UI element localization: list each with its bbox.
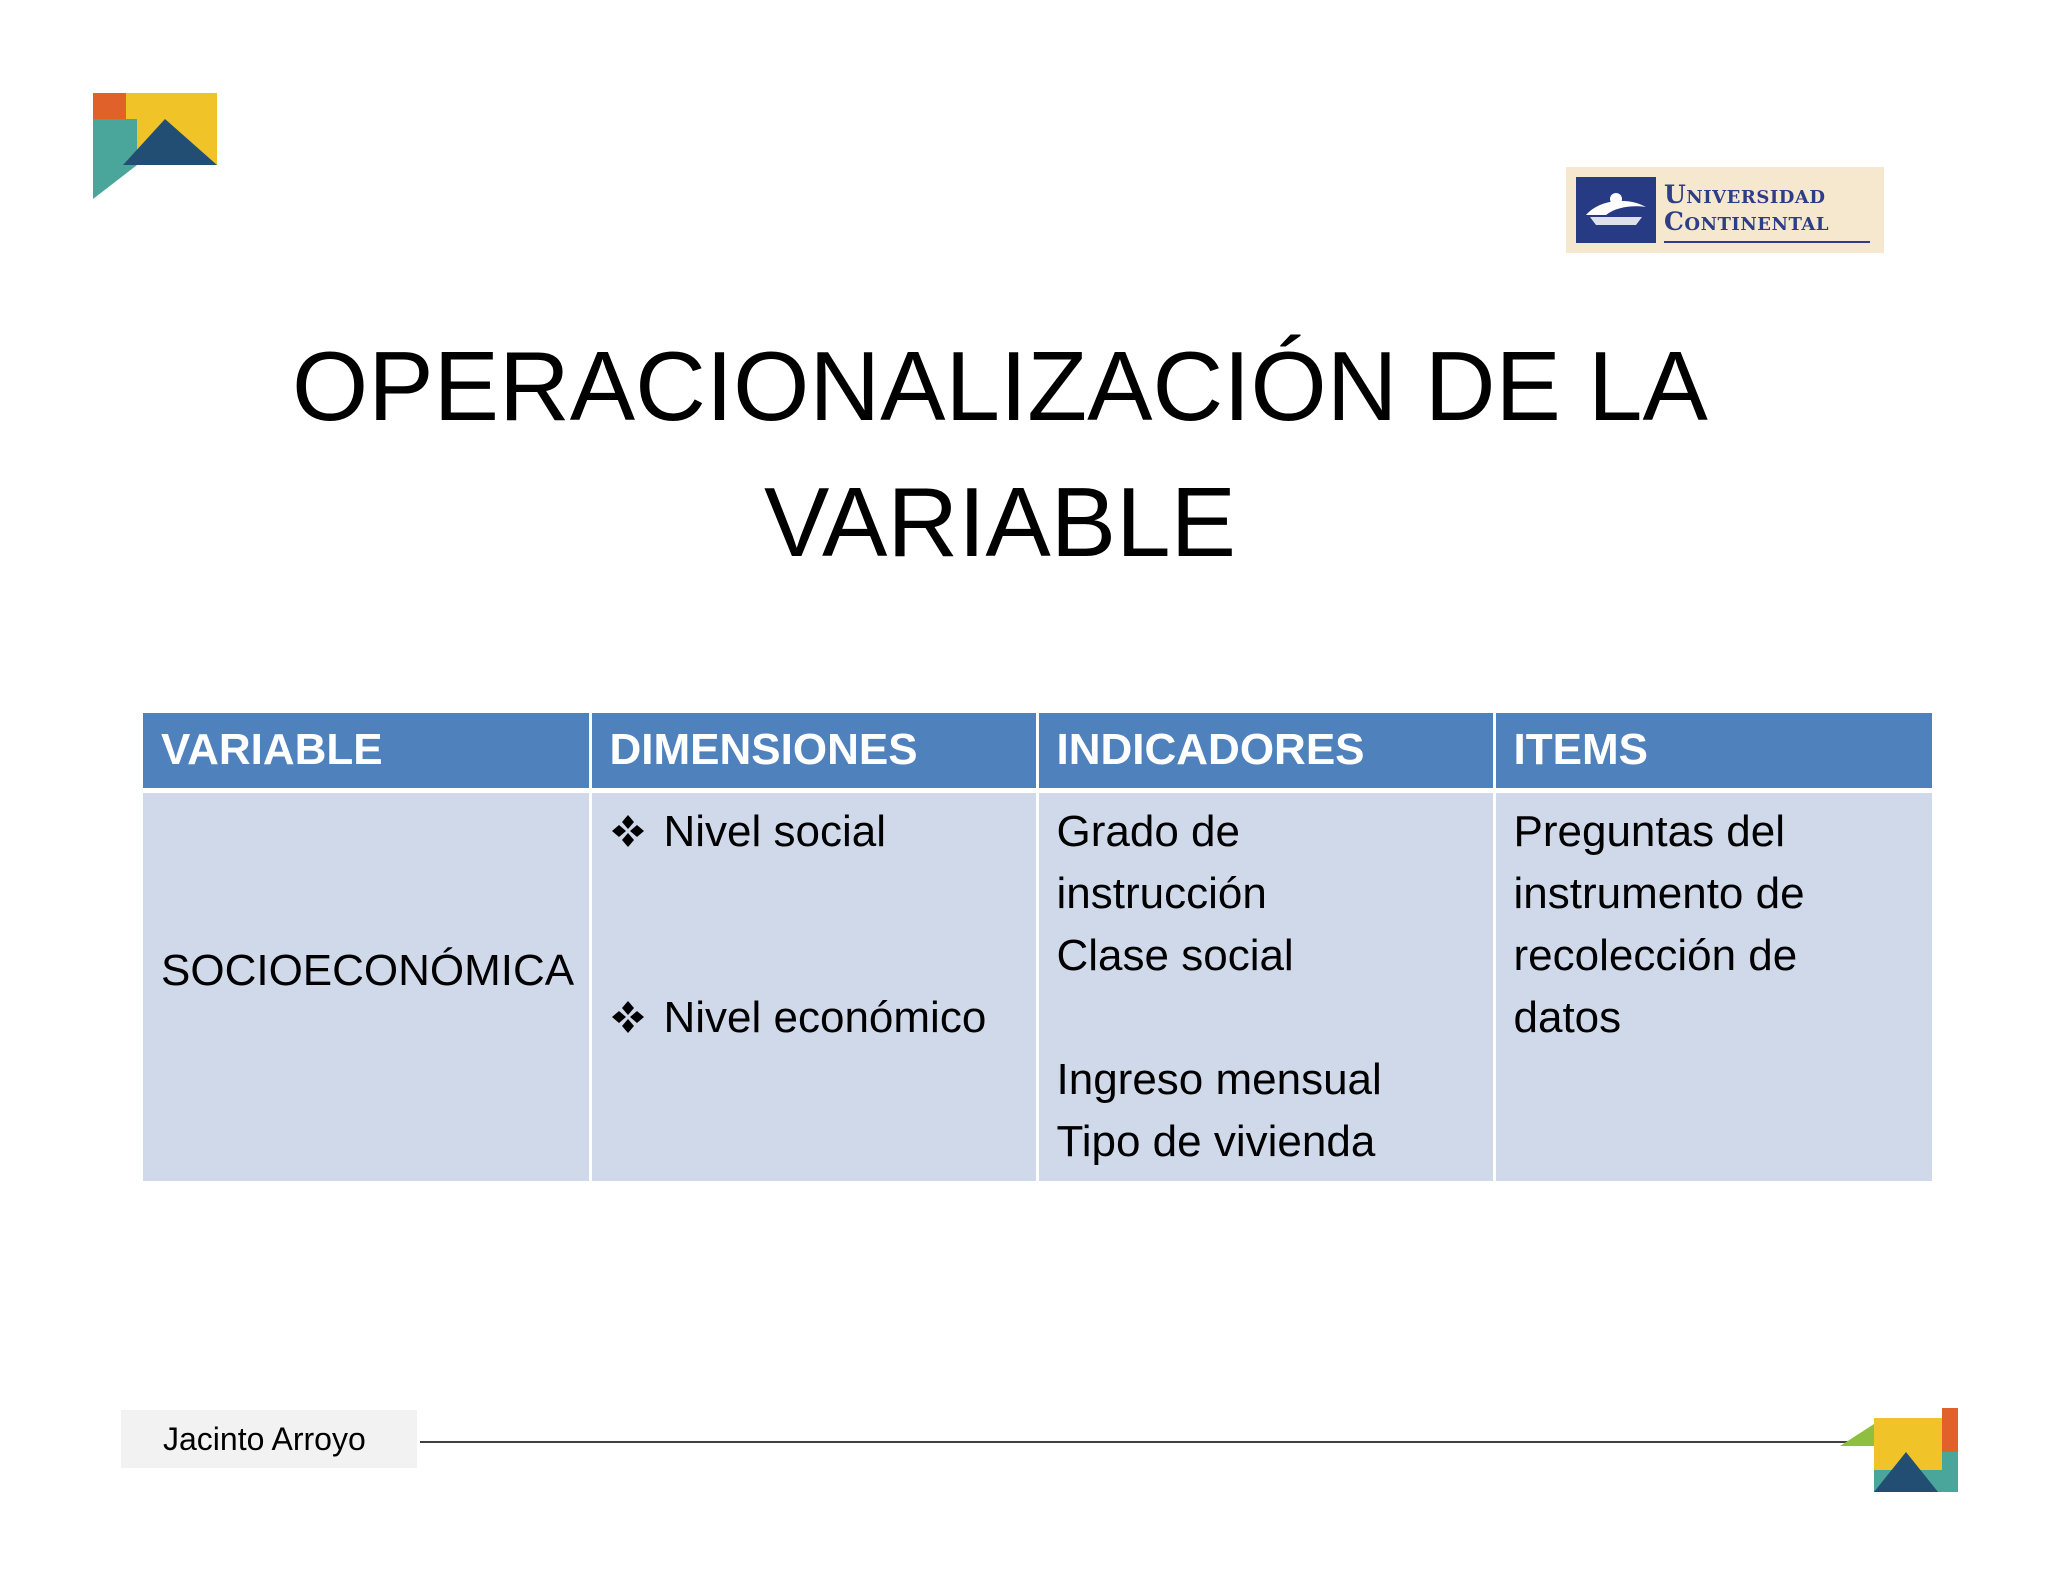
corner-decoration-icon [93, 93, 217, 199]
header-indicators: INDICADORES [1037, 713, 1494, 790]
university-emblem-icon [1576, 177, 1656, 243]
indicator-line: Ingreso mensual [1056, 1054, 1382, 1104]
item-line: datos [1513, 992, 1622, 1042]
indicator-line: instrucción [1056, 868, 1267, 918]
diamond-bullet-icon [610, 813, 646, 849]
indicator-line: Clase social [1056, 930, 1294, 980]
cell-indicators [1037, 790, 1494, 1181]
dimension-item [610, 987, 1018, 1049]
title-line-1: OPERACIONALIZACIÓN DE LA [292, 331, 1708, 441]
logo-line-2: Continental [1664, 207, 1830, 236]
footer-author: Jacinto Arroyo [121, 1410, 417, 1468]
dimension-label: Nivel social [663, 806, 887, 856]
item-line: instrumento de [1513, 868, 1805, 918]
dimension-item [610, 801, 1018, 863]
indicator-spacer [1057, 987, 1475, 1049]
dimension-label: Nivel económico [663, 992, 987, 1042]
item-line: recolección de [1513, 930, 1798, 980]
diamond-bullet-icon [610, 999, 646, 1035]
logo-underline [1664, 241, 1870, 243]
indicator-line: Tipo de vivienda [1056, 1116, 1376, 1166]
table-header-row [143, 713, 1932, 790]
cell-items [1494, 790, 1932, 1181]
header-variable: VARIABLE [143, 713, 590, 790]
item-line: Preguntas del [1513, 806, 1786, 856]
logo-line-1: Universidad [1664, 180, 1826, 209]
title-line-2: VARIABLE [763, 467, 1237, 577]
indicator-line: Grado de [1056, 806, 1240, 856]
university-name [1664, 181, 1829, 235]
slide-title [200, 318, 1800, 590]
university-logo [1566, 167, 1884, 253]
header-items: ITEMS [1494, 713, 1932, 790]
cell-dimensions [590, 790, 1037, 1181]
cell-variable: SOCIOECONÓMICA [143, 790, 590, 1181]
table-row [143, 790, 1932, 1181]
header-dimensions: DIMENSIONES [590, 713, 1037, 790]
corner-decoration-icon [1840, 1408, 1958, 1492]
operationalization-table [143, 713, 1932, 1181]
footer-divider [420, 1441, 1850, 1443]
